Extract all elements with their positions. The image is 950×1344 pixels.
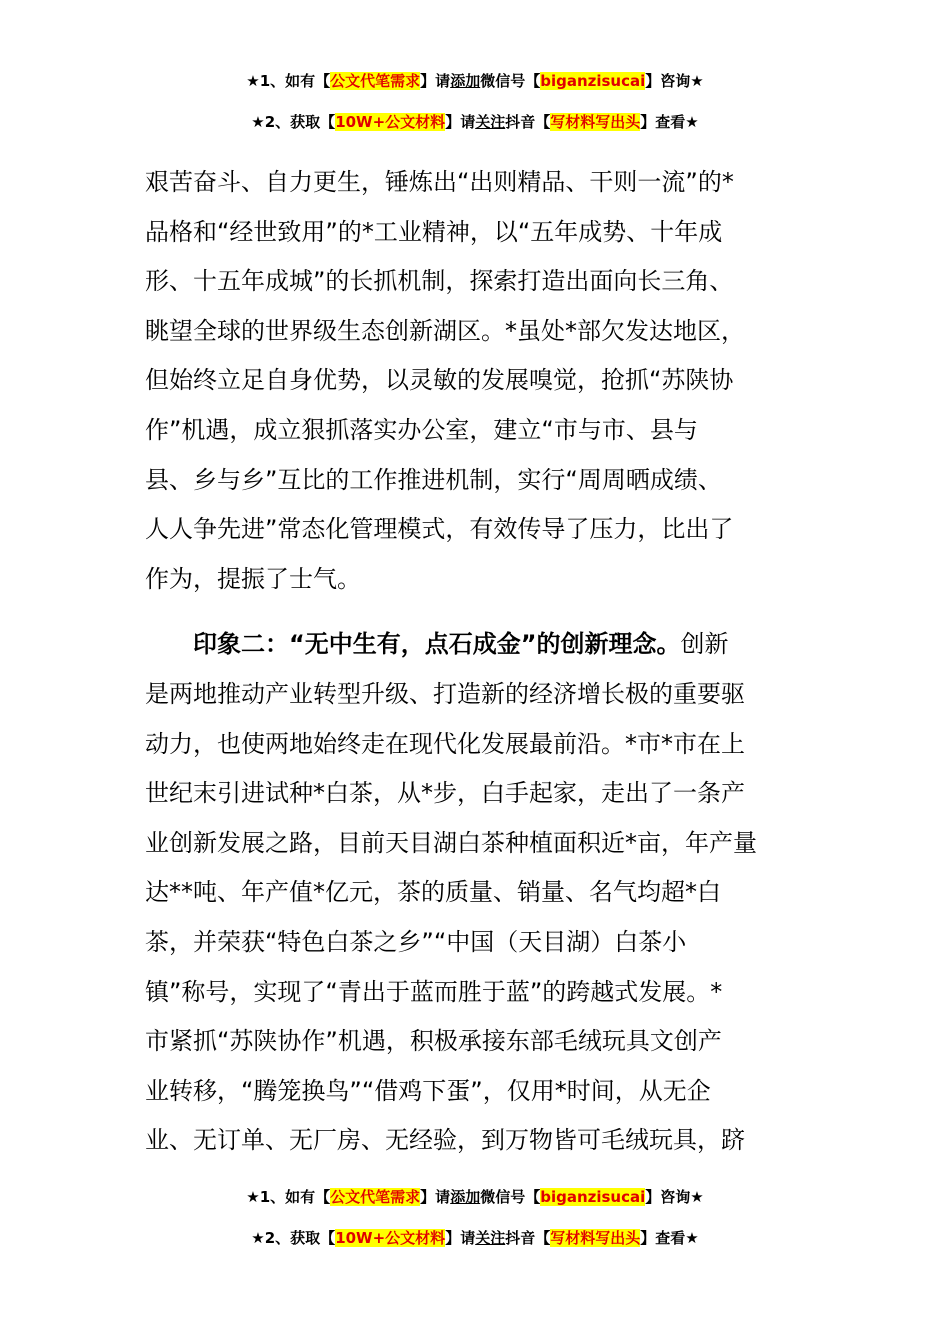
text-line: 业创新发展之路，目前天目湖白茶种植面积近*亩，年产量 <box>145 828 757 857</box>
banner-text: 】请 <box>420 72 451 90</box>
star-icon: ★ <box>251 113 265 131</box>
text-line: 茶，并荣获“特色白茶之乡”“中国（天目湖）白茶小 <box>145 927 687 956</box>
text-line: 但始终立足自身优势，以灵敏的发展嗅觉，抢抓“苏陕协 <box>145 366 734 395</box>
text-line <box>145 620 810 670</box>
text-line: 人人争先进”常态化管理模式，有效传导了压力，比出了 <box>145 515 734 544</box>
text-span: 创新 <box>680 630 729 659</box>
banner-text: 】咨询★ <box>645 1188 704 1206</box>
star-icon: ★ <box>251 1229 265 1247</box>
underlined-action: 添加 <box>450 1188 481 1206</box>
text-line: 形、十五年成城”的长抓机制，探索打造出面向长三角、 <box>145 267 734 296</box>
text-line: 镇”称号，实现了“青出于蓝而胜于蓝”的跨越式发展。* <box>145 977 723 1006</box>
banner-text: 】请 <box>445 113 476 131</box>
banner-text: 2、获取【 <box>264 1229 336 1247</box>
text-line: 动力，也使两地始终走在现代化发展最前沿。*市*市在上 <box>145 729 745 758</box>
banner-text: 1、如有【 <box>259 1188 331 1206</box>
banner-text: 微信号【 <box>480 72 541 90</box>
banner-text: 】查看★ <box>640 113 699 131</box>
underlined-action: 添加 <box>450 72 481 90</box>
banner-text: 】咨询★ <box>645 72 704 90</box>
underlined-action: 关注 <box>475 113 506 131</box>
header-banner-line-2 <box>0 111 950 133</box>
highlight-wechat-id: biganzisucai <box>540 72 646 90</box>
highlight-materials: 10W+公文材料 <box>335 113 446 131</box>
document-body <box>145 158 810 1166</box>
star-icon: ★ <box>246 72 260 90</box>
text-line: 是两地推动产业转型升级、打造新的经济增长极的重要驱 <box>145 679 745 708</box>
highlight-account: 写材料写出头 <box>550 113 641 131</box>
banner-text: 】请 <box>445 1229 476 1247</box>
text-line: 眺望全球的世界级生态创新湖区。*虽处*部欠发达地区， <box>145 316 745 345</box>
paragraph-2 <box>145 620 810 1166</box>
banner-text: 2、获取【 <box>264 113 336 131</box>
highlight-service: 公文代笔需求 <box>330 1188 421 1206</box>
paragraph-1 <box>145 158 810 604</box>
banner-text: 】查看★ <box>640 1229 699 1247</box>
banner-text: 抖音【 <box>505 113 551 131</box>
section-heading: 印象二：“无中生有，点石成金”的创新理念。 <box>193 630 681 659</box>
header-banner-line-1 <box>0 70 950 92</box>
highlight-materials: 10W+公文材料 <box>335 1229 446 1247</box>
banner-text: 微信号【 <box>480 1188 541 1206</box>
text-line: 市紧抓“苏陕协作”机遇，积极承接东部毛绒玩具文创产 <box>145 1027 722 1056</box>
footer-banner-line-2 <box>0 1227 950 1249</box>
footer-banner-line-1 <box>0 1186 950 1208</box>
banner-text: 1、如有【 <box>259 72 331 90</box>
banner-text: 】请 <box>420 1188 451 1206</box>
highlight-service: 公文代笔需求 <box>330 72 421 90</box>
text-line: 业、无订单、无厂房、无经验，到万物皆可毛绒玩具，跻 <box>145 1126 745 1155</box>
text-line: 作”机遇，成立狠抓落实办公室，建立“市与市、县与 <box>145 415 698 444</box>
text-line: 品格和“经世致用”的*工业精神，以“五年成势、十年成 <box>145 217 723 246</box>
text-line: 艰苦奋斗、自力更生，锤炼出“出则精品、干则一流”的* <box>145 168 734 196</box>
text-line: 世纪末引进试种*白茶，从*步，白手起家，走出了一条产 <box>145 779 745 808</box>
underlined-action: 关注 <box>475 1229 506 1247</box>
text-line: 业转移，“腾笼换鸟”“借鸡下蛋”，仅用*时间，从无企 <box>145 1076 711 1105</box>
text-line: 达**吨、年产值*亿元，茶的质量、销量、名气均超*白 <box>145 878 721 907</box>
text-line: 作为，提振了士气。 <box>145 564 361 593</box>
banner-text: 抖音【 <box>505 1229 551 1247</box>
highlight-wechat-id: biganzisucai <box>540 1188 646 1206</box>
text-line: 县、乡与乡”互比的工作推进机制，实行“周周晒成绩、 <box>145 465 722 494</box>
star-icon: ★ <box>246 1188 260 1206</box>
highlight-account: 写材料写出头 <box>550 1229 641 1247</box>
